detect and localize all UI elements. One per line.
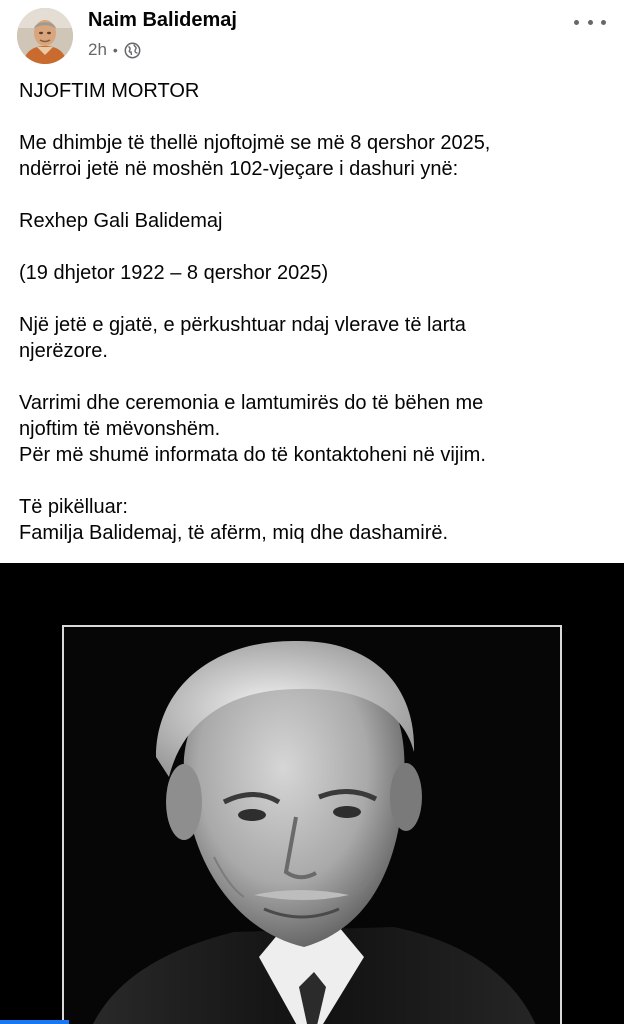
post-paragraph: Varrimi dhe ceremonia e lamtumirës do të bëhen me njoftim të mëvonshëm. Për më shumë informata do të kontaktoheni në vijim.	[19, 392, 486, 466]
post-photo[interactable]	[0, 563, 624, 1024]
media-progress-bar	[0, 1020, 624, 1024]
post-paragraph: Një jetë e gjatë, e përkushtuar ndaj vlerave të larta njerëzore.	[19, 314, 466, 362]
post-paragraph: Të pikëlluar: Familja Balidemaj, të afërm, miq dhe dashamirë.	[19, 496, 449, 544]
meta-separator: •	[112, 42, 118, 58]
post-body-text	[19, 78, 609, 546]
media-progress-fill	[0, 1020, 69, 1024]
author-avatar[interactable]	[17, 8, 73, 64]
post-paragraph: NJOFTIM MORTOR	[19, 80, 200, 102]
avatar-image	[17, 8, 73, 64]
post-paragraph: (19 dhjetor 1922 – 8 qershor 2025)	[19, 262, 329, 284]
post-paragraph: Rexhep Gali Balidemaj	[19, 210, 223, 232]
globe-icon	[124, 42, 141, 59]
portrait-image	[64, 627, 560, 1024]
memorial-frame	[62, 625, 562, 1024]
post-meta	[88, 40, 141, 60]
author-name[interactable]: Naim Balidemaj	[88, 9, 237, 31]
post-time[interactable]: 2h	[88, 40, 107, 59]
post-paragraph: Me dhimbje të thellë njoftojmë se më 8 qershor 2025, ndërroi jetë në moshën 102-vjeçare i dashuri ynë:	[19, 132, 491, 180]
post-header	[0, 0, 624, 72]
more-options-icon[interactable]	[574, 12, 606, 32]
